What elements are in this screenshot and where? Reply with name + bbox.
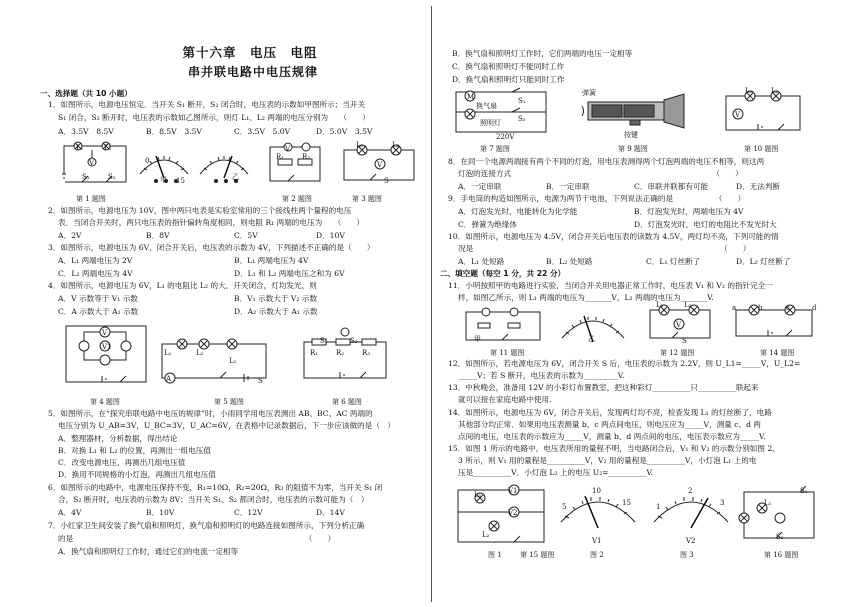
page-title: 第十六章 电压 电阻: [182, 45, 318, 60]
fig5-l1-label: L₁: [164, 349, 172, 357]
q5-option-a: A．整理器材，分析数据，得出结论: [58, 434, 178, 443]
q9-option-b: B．灯泡发光时，两端电压为 4V: [634, 207, 744, 216]
fig15-fig2-caption: 图 2: [590, 551, 604, 559]
q13-line2: 就可以接在家庭电路中使用.: [458, 395, 552, 404]
fig6-r1-label: R₁: [310, 349, 319, 357]
q10-option-d: D．L₂ 灯丝断了: [736, 257, 791, 266]
q5-option-d: D．换用不同规格的小灯泡，再测出几组电压值: [58, 470, 216, 479]
q2-line1: 2．如图所示，电源电压为 10V，图中两只电表是实验室常用的三个接线柱两个量程的电压: [48, 206, 352, 215]
fig7-s1-label: S₁: [518, 97, 526, 105]
q14-line1: 14．如图所示，电源电压为 6V，闭合开关后，发现两灯均不亮，检查发现 L₁ 的灯丝断了，电路: [448, 408, 772, 417]
fig14-point-d: d: [812, 304, 817, 312]
fig15-m1-10: 10: [592, 487, 601, 495]
fig5-a-label: A: [166, 375, 172, 383]
q6-line2: 合，S₂ 断开时，电压表的示数为 8V；当开关 S₁、S₂ 都闭合时，电压表的示数可能为（ ）: [58, 495, 369, 504]
fig12-v-label: V: [676, 321, 682, 329]
fig6-r2-label: R₂: [336, 349, 345, 357]
column-divider: [431, 6, 432, 602]
fig7-s2-label: S₂: [518, 115, 526, 123]
q1-option-a: A．3.5V 8.5V: [58, 127, 114, 136]
fig4-v-label: V: [102, 329, 108, 337]
fig15-m1-5: 5: [562, 503, 567, 511]
q12-line2: _____V；若 S 断开，电压表的示数为_________V.: [458, 371, 625, 380]
fig1-v-label: V: [89, 159, 95, 167]
q7-option-d: D．换气扇和照明灯只能同时工作: [452, 75, 565, 84]
fig16-l1-label: L₁: [764, 499, 772, 507]
q2-option-d: D．10V: [316, 231, 345, 240]
q3-option-d: D．L₁ 和 L₂ 两端电压之和为 6V: [234, 269, 345, 278]
q14-line2: 其他部分均正常．如果用电压表测量 b、c 两点间电压，则电压应为_____V，测量 c、d 两: [458, 420, 761, 429]
q1-option-c: C．3.5V 5.0V: [234, 127, 291, 136]
fig12-s-label: S: [682, 337, 687, 345]
q4-option-a: A．V 示数等于 V₁ 示数: [58, 294, 138, 303]
fig12-caption: 第 12 题图: [660, 349, 695, 357]
q9-line1: 9．手电筒的构造如图所示，电源为两节干电池，下列说法正确的是 （ ）: [448, 194, 746, 203]
fig16-caption: 第 16 题图: [764, 551, 799, 559]
q10-option-a: A．L₁ 处短路: [458, 257, 505, 266]
fig15-m2-2: 2: [688, 487, 693, 495]
q6-line1: 6．如图所示的电路中，电源电压保持不变，R₁=10Ω，R₂=20Ω，R₃ 的阻值不为零，当开关 S₁ 闭: [48, 483, 383, 492]
fig3-caption: 第 3 题图: [352, 195, 382, 203]
fig6-caption: 第 6 题图: [332, 398, 362, 406]
fig14-point-a: a: [732, 304, 737, 312]
section-fill-heading: 二、填空题（每空 1 分，共 22 分）: [440, 269, 566, 278]
fig7-lamp-label: 照明灯: [480, 119, 501, 127]
q11-line1: 11．小明按照甲的电路进行实验，当闭合开关用电器正常工作时，电压表 V₁ 和 V₂ 的指针完全一: [448, 281, 773, 290]
fig15-fig1-caption: 图 1: [488, 551, 502, 559]
fig2-r2-label: R₂: [302, 153, 311, 161]
fig11-yi-label: 乙: [588, 335, 595, 343]
q1-option-d: D．5.0V 3.5V: [316, 127, 373, 136]
q8-option-d: D．无法判断: [736, 182, 781, 191]
fig12-l1-label: L₁: [656, 301, 664, 309]
q1-circuit-figure: [62, 140, 132, 188]
fig14-point-b: b: [758, 304, 763, 312]
q8-option-c: C．串联并联都有可能: [634, 182, 709, 191]
fig5-s-label: S: [258, 377, 263, 385]
fig3-l1-label: L₁: [356, 141, 364, 149]
q9-option-d: D．灯泡发光时，电灯的电阻比不发光时大: [634, 220, 777, 229]
q8-line2: 灯泡的连接方式 （ ）: [458, 169, 743, 178]
q5-line1: 5．如图所示，在“探究串联电路中电压的规律”时，小雨同学用电压表测出 AB、BC、AC 两端的: [48, 409, 373, 418]
q7-option-b: B．换气扇和照明灯工作时，它们两端的电压一定相等: [452, 49, 633, 58]
fig7-volt-label: 220V: [496, 133, 515, 141]
section-choice-heading: 一、选择题（共 10 小题）: [40, 89, 132, 98]
q10-line1: 10．如图所示，电源电压为 4.5V，闭合开关后电压表的读数为 4.5V，两灯均不亮，下列可能的情: [448, 232, 779, 241]
fig16-s1-label: S₁: [800, 487, 808, 495]
q15-circuit-figure: [454, 486, 550, 548]
q6-option-c: C．12V: [234, 508, 263, 517]
fig3-l2-label: L₂: [392, 141, 400, 149]
fig15-m2-3: 3: [720, 499, 725, 507]
q14-circuit-figure: [732, 300, 818, 344]
fig15-l1-label: L₁: [474, 491, 482, 499]
fig2-caption: 第 2 题图: [282, 195, 312, 203]
q3-line1: 3．如图所示，电源电压为 6V，闭合开关后，电压表的示数为 4V，下列描述不正确的是（ ）: [48, 243, 375, 252]
q7-option-c: C．换气扇和照明灯不能同时工作: [452, 62, 565, 71]
q11-line2: 样，如图乙所示，则 L₁ 两端的电压为_______V，L₂ 两端的电压为_______V.: [458, 293, 714, 302]
q7-line2: 的是 （ ）: [58, 534, 336, 543]
q4-option-b: B．V₁ 示数大于 V₂ 示数: [234, 294, 318, 303]
q6-option-a: A．4V: [58, 508, 82, 517]
fig2-v-label: V: [285, 145, 291, 153]
fig9-button-label: 按键: [624, 131, 638, 139]
fig7-m-label: M: [467, 93, 475, 101]
fig15-m2-1: 1: [656, 503, 661, 511]
fig11-caption: 第 11 题图: [490, 349, 525, 357]
q3-option-c: C．L₂ 两端电压为 4V: [58, 269, 133, 278]
q15-line2: 3 所示，则 V₁ 用的量程是__________V，V₂ 用的量程是__________V，小灯泡 L₁ 上的电: [458, 456, 757, 465]
fig14-caption: 第 14 题图: [760, 349, 795, 357]
fig1-l1-label: L₁: [76, 144, 84, 152]
fig1-meter-15: 15: [176, 177, 185, 185]
fig15-caption: 第 15 题图: [520, 551, 555, 559]
fig5-l2-label: L₂: [196, 349, 204, 357]
q1-option-b: B．8.5V 3.5V: [146, 127, 202, 136]
fig7-caption: 第 7 题图: [480, 145, 510, 153]
q10-line2: 况是 （ ）: [458, 244, 751, 253]
q13-line1: 13．中秋晚会，准备用 12V 的小彩灯布置教室，把这种彩灯__________只__________联起来: [448, 383, 759, 392]
q2-option-b: B．8V: [146, 231, 170, 240]
q5-circuit-figure: [160, 334, 272, 386]
fig3-s-label: S: [384, 177, 389, 185]
q2-option-a: A．2V: [58, 231, 82, 240]
q2-line2: 表．当闭合开关时，两只电压表的指针偏转角度相同，则电阻 R₁ 两端的电压为 （ ）: [58, 218, 364, 227]
fig1-meter-yi-label: 乙: [232, 173, 239, 181]
q9-option-a: A．灯泡发光时，电能转化为化学能: [458, 207, 578, 216]
fig14-point-c: c: [786, 304, 790, 312]
fig6-s2-label: S₂: [350, 337, 358, 345]
fig15-fig3-caption: 图 3: [680, 551, 694, 559]
fig1-meter-0: 0: [145, 157, 150, 165]
q8-option-b: B．一定串联: [546, 182, 590, 191]
fig1-l2-label: L₂: [104, 144, 112, 152]
fig6-s1-label: S₁: [320, 337, 328, 345]
q4-option-d: D．A₂ 示数大于 A₁ 示数: [234, 307, 318, 316]
page-subtitle: 串并联电路中电压规律: [187, 65, 318, 79]
q4-option-c: C．A 示数大于 A₁ 示数: [58, 307, 139, 316]
fig15-m2-name: V2: [686, 537, 696, 545]
fig3-v-label: V: [377, 161, 383, 169]
q9-flashlight-figure: [580, 92, 700, 134]
q3-option-a: A．L₁ 两端电压为 2V: [58, 256, 133, 265]
q9-option-c: C．弹簧为绝缘体: [458, 220, 517, 229]
fig15-v2-label: V2: [508, 509, 518, 517]
q6-option-d: D．14V: [316, 508, 345, 517]
fig6-r3-label: R₃: [362, 349, 371, 357]
fig11-jia-label: 甲: [474, 335, 481, 343]
fig10-l2-label: L₂: [771, 87, 779, 95]
fig15-l2-label: L₂: [482, 531, 490, 539]
fig12-l2-label: L₂: [684, 301, 692, 309]
q3-option-b: B．L₁ 两端电压为 4V: [234, 256, 309, 265]
q5-line2: 电压分别为 U_AB=3V，U_BC=3V，U_AC=6V，在表格中记录数据后，下一步应该做的是（ ）: [58, 421, 396, 430]
fig16-s2-label: S₂: [776, 533, 784, 541]
fig1-s1-label: S₁: [82, 173, 90, 181]
fig5-caption: 第 5 题图: [214, 398, 244, 406]
q6-option-b: B．10V: [146, 508, 175, 517]
fig1-s2-label: S₂: [108, 173, 116, 181]
q2-option-c: C．5V: [234, 231, 258, 240]
fig1-caption: 第 1 题图: [76, 195, 106, 203]
q4-line1: 4．如图所示，电源电压为 6V，L₁ 的电阻比 L₂ 的大，开关闭合，灯均发光，则: [48, 281, 317, 290]
fig1-meter-jia-label: 甲: [160, 176, 167, 184]
fig2-r1-label: R₁: [276, 153, 285, 161]
fig9-spring-label: 弹簧: [582, 89, 596, 97]
fig15-m1-15: 15: [622, 499, 631, 507]
fig9-caption: 第 9 题图: [618, 145, 648, 153]
q7-option-a: A．换气扇和照明灯工作时，通过它们的电流一定相等: [58, 547, 239, 556]
q7-line1: 7．小红家卫生间安装了换气扇和照明灯，换气扇和照明灯的电路连接如图所示，下列分析正确: [48, 521, 365, 530]
q14-line3: 点间的电压，电压表的示数应为_____V，测量 b、d 两点间的电压，电压表示数应为_____V.: [458, 432, 766, 441]
q15-line1: 15．如图 1 所示的电路中，电压表所用的量程不明，当电路闭合后，V₁ 和 V₂ 的示数分别如图 2、: [448, 444, 780, 453]
q5-option-b: B．对换 L₁ 和 L₂ 的位置，再测出一组电压值: [58, 446, 211, 455]
fig10-caption: 第 10 题图: [744, 145, 779, 153]
q10-option-b: B．L₂ 处短路: [546, 257, 593, 266]
fig15-v1-label: V1: [508, 487, 518, 495]
fig4-v1-label: V1: [102, 343, 112, 351]
q10-option-c: C．L₁ 灯丝断了: [646, 257, 701, 266]
fig4-caption: 第 4 题图: [90, 398, 120, 406]
fig10-l1-label: L₁: [745, 87, 753, 95]
fig7-fan-label: 换气扇: [476, 102, 497, 110]
fig5-l1b-label: L₁: [229, 357, 237, 365]
q2-circuit-figure: [268, 143, 324, 187]
q8-option-a: A．一定串联: [458, 182, 502, 191]
q5-option-c: C．改变电源电压，再测出几组电压值: [58, 458, 186, 467]
q15-line3: 压是__________V．小灯泡 L₂ 上的电压 U₂=__________V.: [458, 468, 654, 477]
q1-line2: S₁ 闭合，S₂ 断开时，电压表的示数如乙图所示，则灯 L₁、L₂ 两端的电压分别为 （ ）: [58, 113, 370, 122]
fig15-m1-name: V1: [592, 537, 602, 545]
q8-line1: 8．在同一个电源两端接有两个不同的灯泡，用电压表测得两个灯泡两端的电压不相等，则这两: [448, 157, 765, 166]
q1-line1: 1．如图所示，电源电压恒定．当开关 S₁ 断开，S₂ 闭合时，电压表的示数如甲图所示；当开关: [48, 100, 366, 109]
q12-line1: 12．如图所示，若电源电压为 6V，闭合开关 S 后，电压表的示数为 2.2V，则 U_L1=_____V，U_L2=: [448, 359, 801, 368]
fig10-v-label: V: [735, 111, 741, 119]
